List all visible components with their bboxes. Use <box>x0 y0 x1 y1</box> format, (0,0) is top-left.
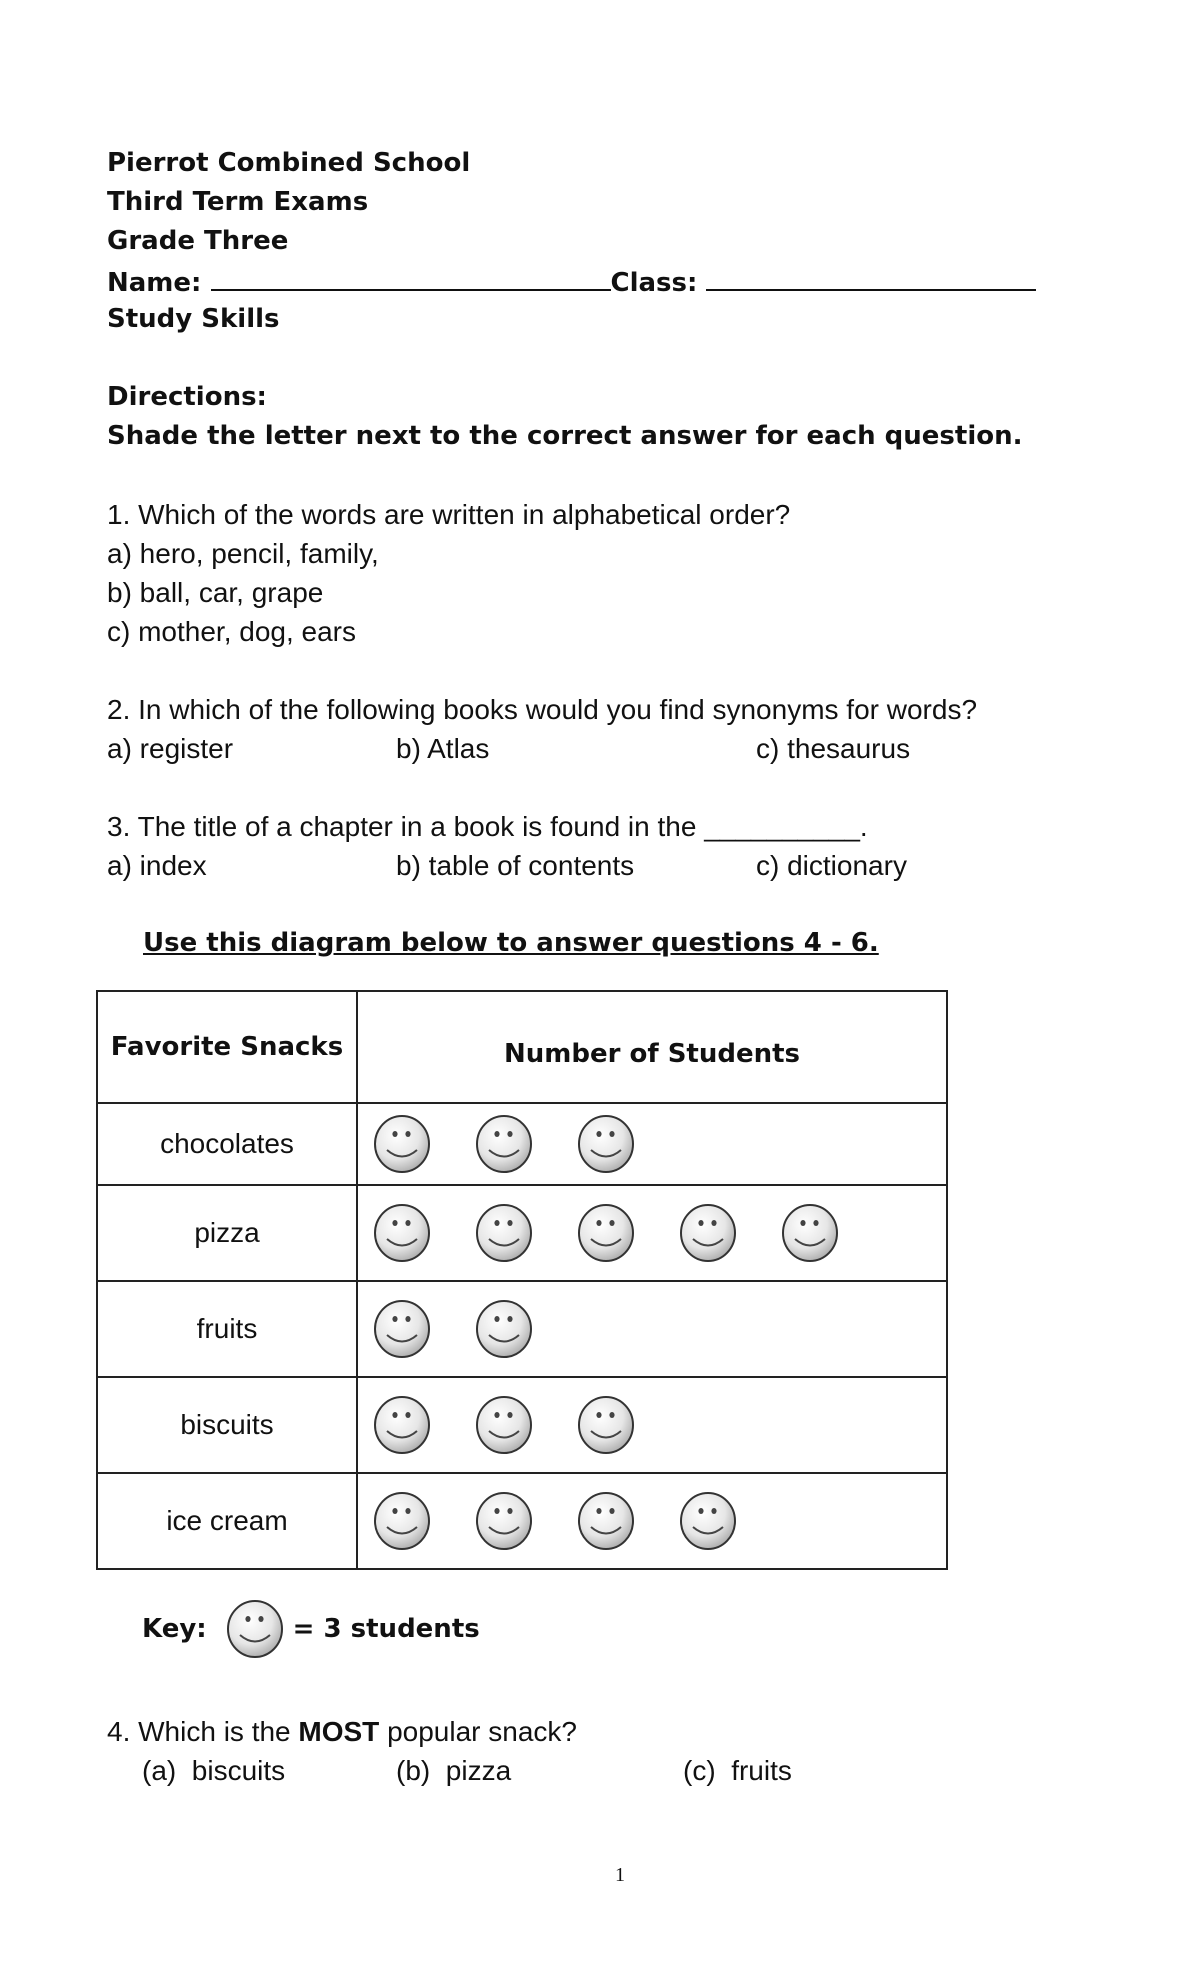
pictograph-key <box>142 1598 480 1660</box>
directions-text: Shade the letter next to the correct answer for each question. <box>107 421 1023 451</box>
smiley-face-icon <box>576 1202 636 1264</box>
q3-option-b[interactable]: b) table of contents <box>396 850 635 881</box>
smiley-row <box>372 1298 946 1360</box>
snack-label: pizza <box>97 1185 357 1281</box>
diagram-instruction: Use this diagram below to answer questions 4 - 6. <box>143 928 879 958</box>
q2-option-a[interactable]: a) register <box>107 733 234 764</box>
smiley-face-icon <box>474 1202 534 1264</box>
exam-title: Third Term Exams <box>107 187 369 217</box>
page-number: 1 <box>615 1864 625 1886</box>
snack-label: chocolates <box>97 1103 357 1185</box>
class-blank[interactable] <box>706 265 1036 291</box>
name-class-line <box>107 265 1036 298</box>
smiley-face-icon <box>225 1598 285 1660</box>
name-label: Name: <box>107 268 202 298</box>
smiley-face-icon <box>678 1202 738 1264</box>
smiley-row <box>372 1490 946 1552</box>
snack-label: biscuits <box>97 1377 357 1473</box>
q2-option-c[interactable]: c) thesaurus <box>756 733 911 764</box>
q3-option-c[interactable]: c) dictionary <box>756 850 907 881</box>
smiley-face-icon <box>474 1298 534 1360</box>
pictograph-table <box>96 990 948 1570</box>
table-row <box>97 1281 947 1377</box>
question-3: 3. The title of a chapter in a book is found in the __________. <box>107 811 868 842</box>
key-label: Key: <box>142 1614 207 1644</box>
q2-option-b[interactable]: b) Atlas <box>396 733 490 764</box>
table-row <box>97 1103 947 1185</box>
smiley-face-icon <box>372 1202 432 1264</box>
snack-label: ice cream <box>97 1473 357 1569</box>
q4-option-b[interactable]: (b) pizza <box>396 1755 512 1786</box>
favorite-snacks-header: Favorite Snacks <box>97 991 357 1103</box>
smiley-face-icon <box>372 1298 432 1360</box>
smiley-face-icon <box>576 1394 636 1456</box>
subject-label: Study Skills <box>107 304 280 334</box>
smiley-row <box>372 1394 946 1456</box>
smiley-face-icon <box>474 1490 534 1552</box>
snack-label: fruits <box>97 1281 357 1377</box>
smiley-face-icon <box>372 1490 432 1552</box>
smiley-face-icon <box>372 1394 432 1456</box>
q4-option-c[interactable]: (c) fruits <box>683 1755 792 1786</box>
question-1: 1. Which of the words are written in alphabetical order? <box>107 499 791 530</box>
smiley-face-icon <box>372 1113 432 1175</box>
table-row <box>97 1377 947 1473</box>
question-2: 2. In which of the following books would you find synonyms for words? <box>107 694 978 725</box>
table-row <box>97 1185 947 1281</box>
smiley-face-icon <box>576 1490 636 1552</box>
smiley-face-icon <box>678 1490 738 1552</box>
smiley-face-icon <box>474 1113 534 1175</box>
q1-option-c[interactable]: c) mother, dog, ears <box>107 616 357 647</box>
q1-option-b[interactable]: b) ball, car, grape <box>107 577 324 608</box>
smiley-face-icon <box>780 1202 840 1264</box>
smiley-row <box>372 1113 946 1175</box>
q3-option-a[interactable]: a) index <box>107 850 207 881</box>
q4-option-a[interactable]: (a) biscuits <box>142 1755 286 1786</box>
question-4: 4. Which is the MOST popular snack? <box>107 1716 577 1747</box>
q1-option-a[interactable]: a) hero, pencil, family, <box>107 538 379 569</box>
smiley-face-icon <box>474 1394 534 1456</box>
directions-title: Directions: <box>107 382 267 412</box>
key-value: = 3 students <box>292 1614 480 1644</box>
number-of-students-header: Number of Students <box>357 991 947 1103</box>
class-label: Class: <box>610 268 698 298</box>
smiley-face-icon <box>576 1113 636 1175</box>
school-name: Pierrot Combined School <box>107 148 471 178</box>
smiley-row <box>372 1202 946 1264</box>
grade-label: Grade Three <box>107 226 289 256</box>
table-row <box>97 1473 947 1569</box>
name-blank[interactable] <box>211 265 611 291</box>
